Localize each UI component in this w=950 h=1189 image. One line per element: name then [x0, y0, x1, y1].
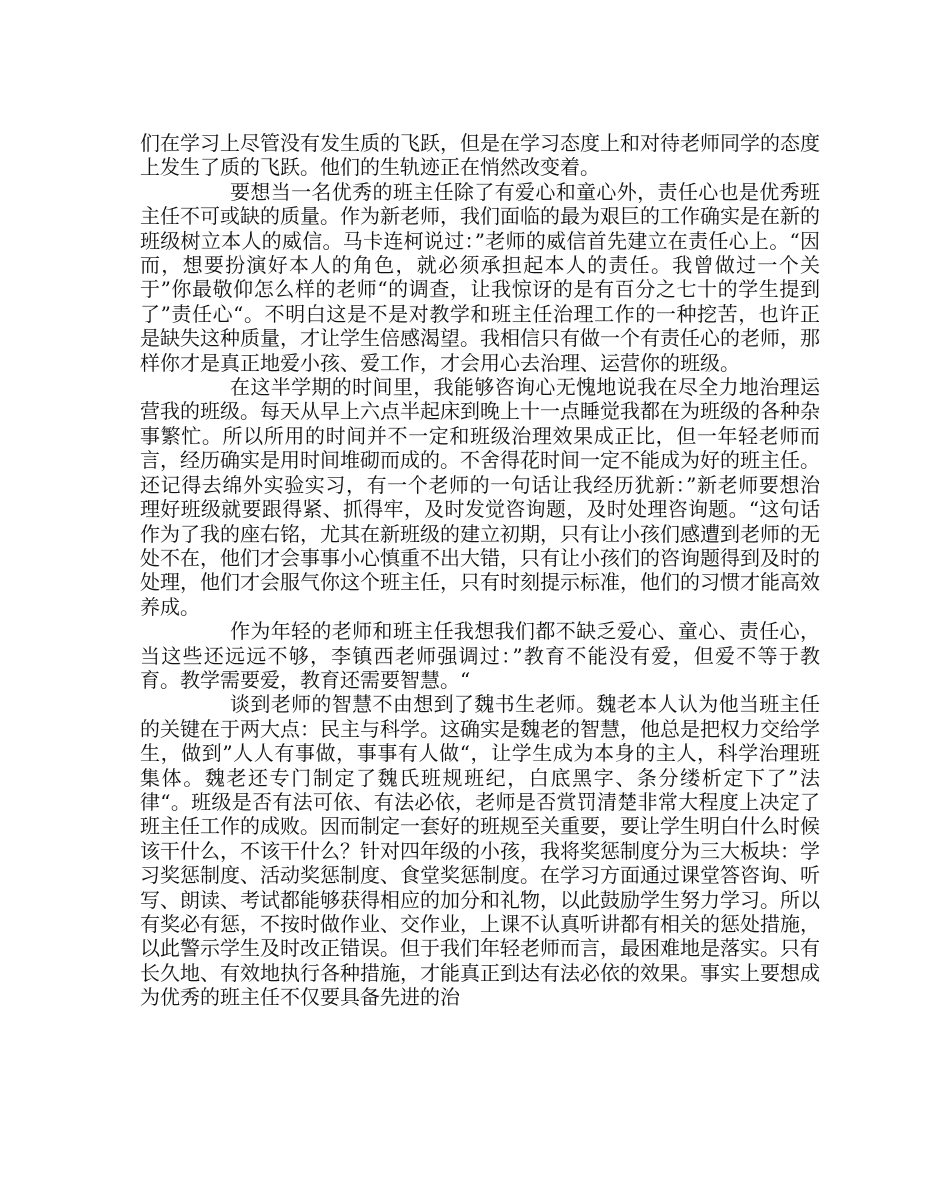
paragraph-4: 作为年轻的老师和班主任我想我们都不缺乏爱心、童心、责任心，当这些还远远不够，李镇西老师强调过：”教育不能没有爱，但爱不等于教育。教学需要爱，教育还需要智慧。“ [140, 619, 820, 692]
paragraph-2: 要想当一名优秀的班主任除了有爱心和童心外，责任心也是优秀班主任不可或缺的质量。作为新老师，我们面临的最为艰巨的工作确实是在新的班级树立本人的威信。马卡连柯说过：”老师的威信首先建立在责任心上。“因而，想要扮演好本人的角色，就必须承担起本人的责任。我曾做过一个关于”你最敬仰怎么样的老师“的调查，让我惊讶的是有百分之七十的学生提到了”责任心“。不明白这是不是对教学和班主任治理工作的一种挖苦，也许正是缺失这种质量，才让学生倍感渴望。我相信只有做一个有责任心的老师，那样你才是真正地爱小孩、爱工作，才会用心去治理、运营你的班级。 [140, 179, 820, 375]
paragraph-5: 谈到老师的智慧不由想到了魏书生老师。魏老本人认为他当班主任的关键在于两大点：民主与科学。这确实是魏老的智慧，他总是把权力交给学生，做到”人人有事做，事事有人做“，让学生成为本身的主人，科学治理班集体。魏老还专门制定了魏氏班规班纪，白底黑字、条分缕析定下了”法律“。班级是否有法可依、有法必依，老师是否赏罚清楚非常大程度上决定了班主任工作的成败。因而制定一套好的班规至关重要，要让学生明白什么时候该干什么，不该干什么？针对四年级的小孩，我将奖惩制度分为三大板块：学习奖惩制度、活动奖惩制度、食堂奖惩制度。在学习方面通过课堂答咨询、听写、朗读、考试都能够获得相应的加分和礼物，以此鼓励学生努力学习。所以有奖必有惩，不按时做作业、交作业，上课不认真听讲都有相关的惩处措施，以此警示学生及时改正错误。但于我们年轻老师而言，最困难地是落实。只有长久地、有效地执行各种措施，才能真正到达有法必依的效果。事实上要想成为优秀的班主任不仅要具备先进的治 [140, 692, 820, 1010]
document-body [140, 131, 820, 1010]
paragraph-3: 在这半学期的时间里，我能够咨询心无愧地说我在尽全力地治理运营我的班级。每天从早上六点半起床到晚上十一点睡觉我都在为班级的各种杂事繁忙。所以所用的时间并不一定和班级治理效果成正比，但一年轻老师而言，经历确实是用时间堆砌而成的。不舍得花时间一定不能成为好的班主任。还记得去绵外实验实习，有一个老师的一句话让我经历犹新：”新老师要想治理好班级就要跟得紧、抓得牢，及时发觉咨询题，及时处理咨询题。“这句话作为了我的座右铭，尤其在新班级的建立初期，只有让小孩们感遭到老师的无处不在，他们才会事事小心慎重不出大错，只有让小孩们的咨询题得到及时的处理，他们才会服气你这个班主任，只有时刻提示标准，他们的习惯才能高效养成。 [140, 375, 820, 619]
paragraph-1: 们在学习上尽管没有发生质的飞跃，但是在学习态度上和对待老师同学的态度上发生了质的飞跃。他们的生轨迹正在悄然改变着。 [140, 131, 820, 180]
